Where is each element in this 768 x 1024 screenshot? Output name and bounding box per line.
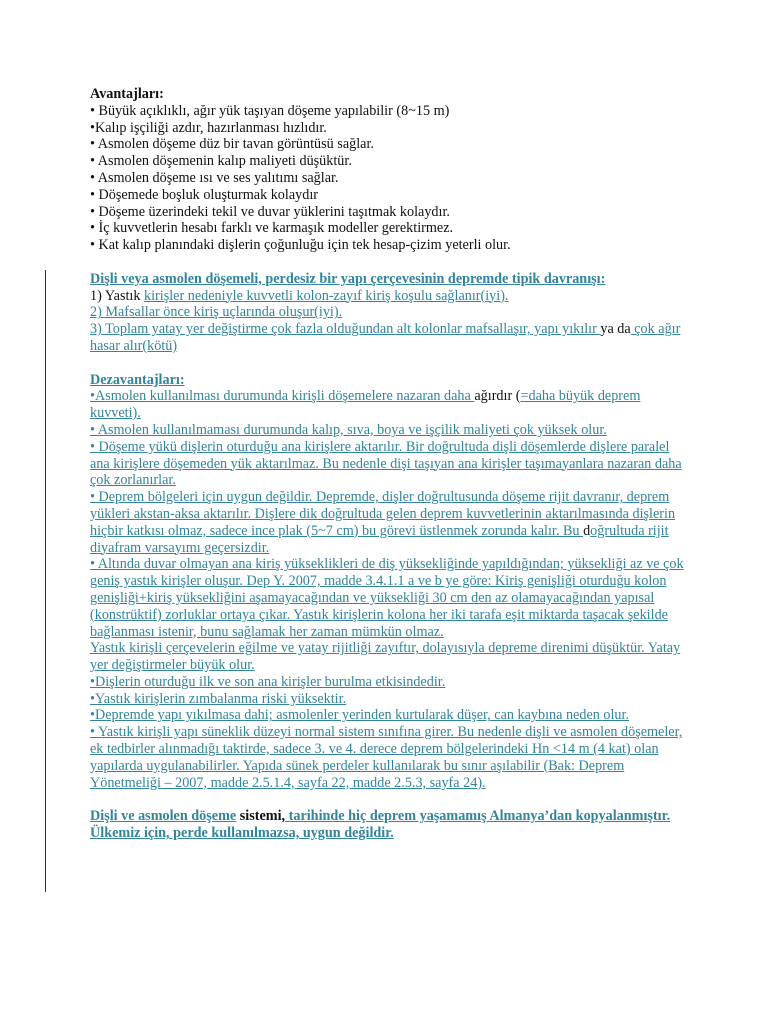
disadvantage-4-part-b: d xyxy=(583,522,591,539)
spacer xyxy=(90,355,690,372)
disadvantage-item-7: •Dişlerin oturduğu ilk ve son ana kirişler burulma etkisindedir. xyxy=(90,673,446,690)
behavior-item-3 xyxy=(90,321,690,355)
advantage-item: • Döşemede boşluk oluşturmak kolaydır xyxy=(90,186,318,203)
disadvantage-item-9: •Depremde yapı yıkılmasa dahi; asmolenler yerinden kurtularak düşer, can kaybına neden olur. xyxy=(90,707,630,724)
advantage-item: • Kat kalıp planındaki dişlerin çoğunluğu için tek hesap-çizim yeterli olur. xyxy=(90,237,511,254)
disadvantage-1-part-a: •Asmolen kullanılması durumunda kirişli döşemelere nazaran daha xyxy=(90,388,475,405)
disadvantage-4-part-c: oğrultuda rijit diyafram varsayımı geçersizdir. xyxy=(90,522,669,556)
disadvantage-item-3: • Döşeme yükü dişlerin oturduğu ana kirişlere aktarılır. Bir doğrultuda dişli döşemlerde dişlere paralel ana kirişlere döşemeden yük aktarılmaz. Bu nedenle dişi taşıyan ana kirişler taşımayanlara nazaran daha çok zorlanırlar. xyxy=(90,438,682,489)
advantage-item: • Asmolen döşemenin kalıp maliyeti düşüktür. xyxy=(90,153,352,170)
document-body xyxy=(90,86,690,842)
advantage-item: •Kalıp işçiliği azdır, hazırlanması hızlıdır. xyxy=(90,119,327,136)
disadvantage-item-1 xyxy=(90,388,690,422)
behavior-item-3-text: 3) Toplam yatay yer değiştirme çok fazla olduğundan alt kolonlar mafsallaşır, yapı yıkılır xyxy=(90,321,601,338)
behavior-item-1 xyxy=(90,288,690,305)
behavior-item-2: 2) Mafsallar önce kiriş uçlarında oluşur(iyi). xyxy=(90,304,343,321)
conclusion-part-1: Dişli ve asmolen döşeme xyxy=(90,808,237,825)
behavior-item-3-connector: ya da xyxy=(600,321,631,338)
disadvantage-item-2: • Asmolen kullanılmaması durumunda kalıp, sıva, boya ve işçilik maliyeti çok yüksek olur. xyxy=(90,421,607,438)
conclusion-part-3: tarihinde hiç deprem yaşamamış Almanya’dan kopyalanmıştır. Ülkemiz için, perde kullanılmazsa, uygun değildir. xyxy=(90,808,671,842)
spacer xyxy=(90,791,690,808)
behavior-item-1-text: kirişler nedeniyle kuvvetli kolon-zayıf kiriş koşulu sağlanır(iyi). xyxy=(144,287,509,304)
advantage-item: • Büyük açıklıklı, ağır yük taşıyan döşeme yapılabilir (8~15 m) xyxy=(90,102,450,119)
conclusion-paragraph xyxy=(90,808,690,842)
disadvantage-item-6: Yastık kirişli çerçevelerin eğilme ve yatay rijitliği zayıftır, dolayısıyla depreme direnimi düşüktür. Yatay yer değiştirmeler büyük olur. xyxy=(90,640,681,674)
disadvantage-item-10: • Yastık kirişli yapı süneklik düzeyi normal sistem sınıfına girer. Bu nedenle dişli ve asmolen döşemeler, ek tedbirler alınmadığı taktirde, sadece 3. ve 4. derece deprem bölgelerindeki Hn <14 m (4 kat) olan yapılarda uygulanabilirler. Yapıda sünek perdeler kullanılarak bu sınır aşılabilir (Bak: Deprem Yönetmeliği – 2007, madde 2.5.1.4, sayfa 22, madde 2.5.3, sayfa 24). xyxy=(90,724,683,791)
advantage-item: • İç kuvvetlerin hesabı farklı ve karmaşık modeller gerektirmez. xyxy=(90,220,454,237)
advantages-heading: Avantajları: xyxy=(90,86,164,102)
revision-bar xyxy=(45,270,46,892)
behavior-item-3-end: çok ağır hasar alır(kötü) xyxy=(90,321,681,354)
disadvantage-1-part-c: =daha büyük deprem kuvveti). xyxy=(90,388,641,422)
advantage-item: • Asmolen döşeme ısı ve ses yalıtımı sağlar. xyxy=(90,169,339,186)
advantage-item: • Asmolen döşeme düz bir tavan görüntüsü sağlar. xyxy=(90,136,374,153)
disadvantage-4-part-a: • Deprem bölgeleri için uygun değildir. Depremde, dişler doğrultusunda döşeme rijit davranır, deprem yükleri akstan-aksa aktarılır. Dişlere dik doğrultuda gelen deprem kuvvetlerinin aktarılmasında dişlerin hiçbir katkısı olmaz, sadece ince plak (5~7 cm) bu görevi üstlenmek zorunda kalır. Bu xyxy=(90,489,676,539)
conclusion-part-2: sistemi, xyxy=(236,808,286,825)
disadvantage-item-8: •Yastık kirişlerin zımbalanma riski yüksektir. xyxy=(90,690,347,707)
spacer xyxy=(90,254,690,271)
disadvantage-item-5: • Altında duvar olmayan ana kiriş yükseklikleri de diş yüksekliğinde yapıldığından; yüksekliği az ve çok geniş yastık kirişler oluşur. Dep Y. 2007, madde 3.4.1.1 a ve b ye göre: Kiriş genişliği oturduğu kolon genişliği+kiriş yüksekliğini aşamayacağından ve yüksekliği 30 cm den az olamayacağından yapısal (konstrüktif) zorluklar ortaya çıkar. Yastık kirişlerin kolona her iki tarafa eşit miktarda taşacak şekilde bağlanması istenir, bunu sağlamak her zaman mümkün olmaz. xyxy=(90,556,684,640)
behavior-heading: Dişli veya asmolen döşemeli, perdesiz bir yapı çerçevesinin depremde tipik davranışı: xyxy=(90,270,606,287)
disadvantage-1-part-b: ağırdır ( xyxy=(474,388,521,405)
disadvantages-heading: Dezavantajları: xyxy=(90,371,185,388)
advantage-item: • Döşeme üzerindeki tekil ve duvar yüklerini taşıtmak kolaydır. xyxy=(90,203,450,220)
disadvantage-item-4 xyxy=(90,489,690,556)
behavior-item-1-prefix: 1) Yastık xyxy=(90,287,145,304)
